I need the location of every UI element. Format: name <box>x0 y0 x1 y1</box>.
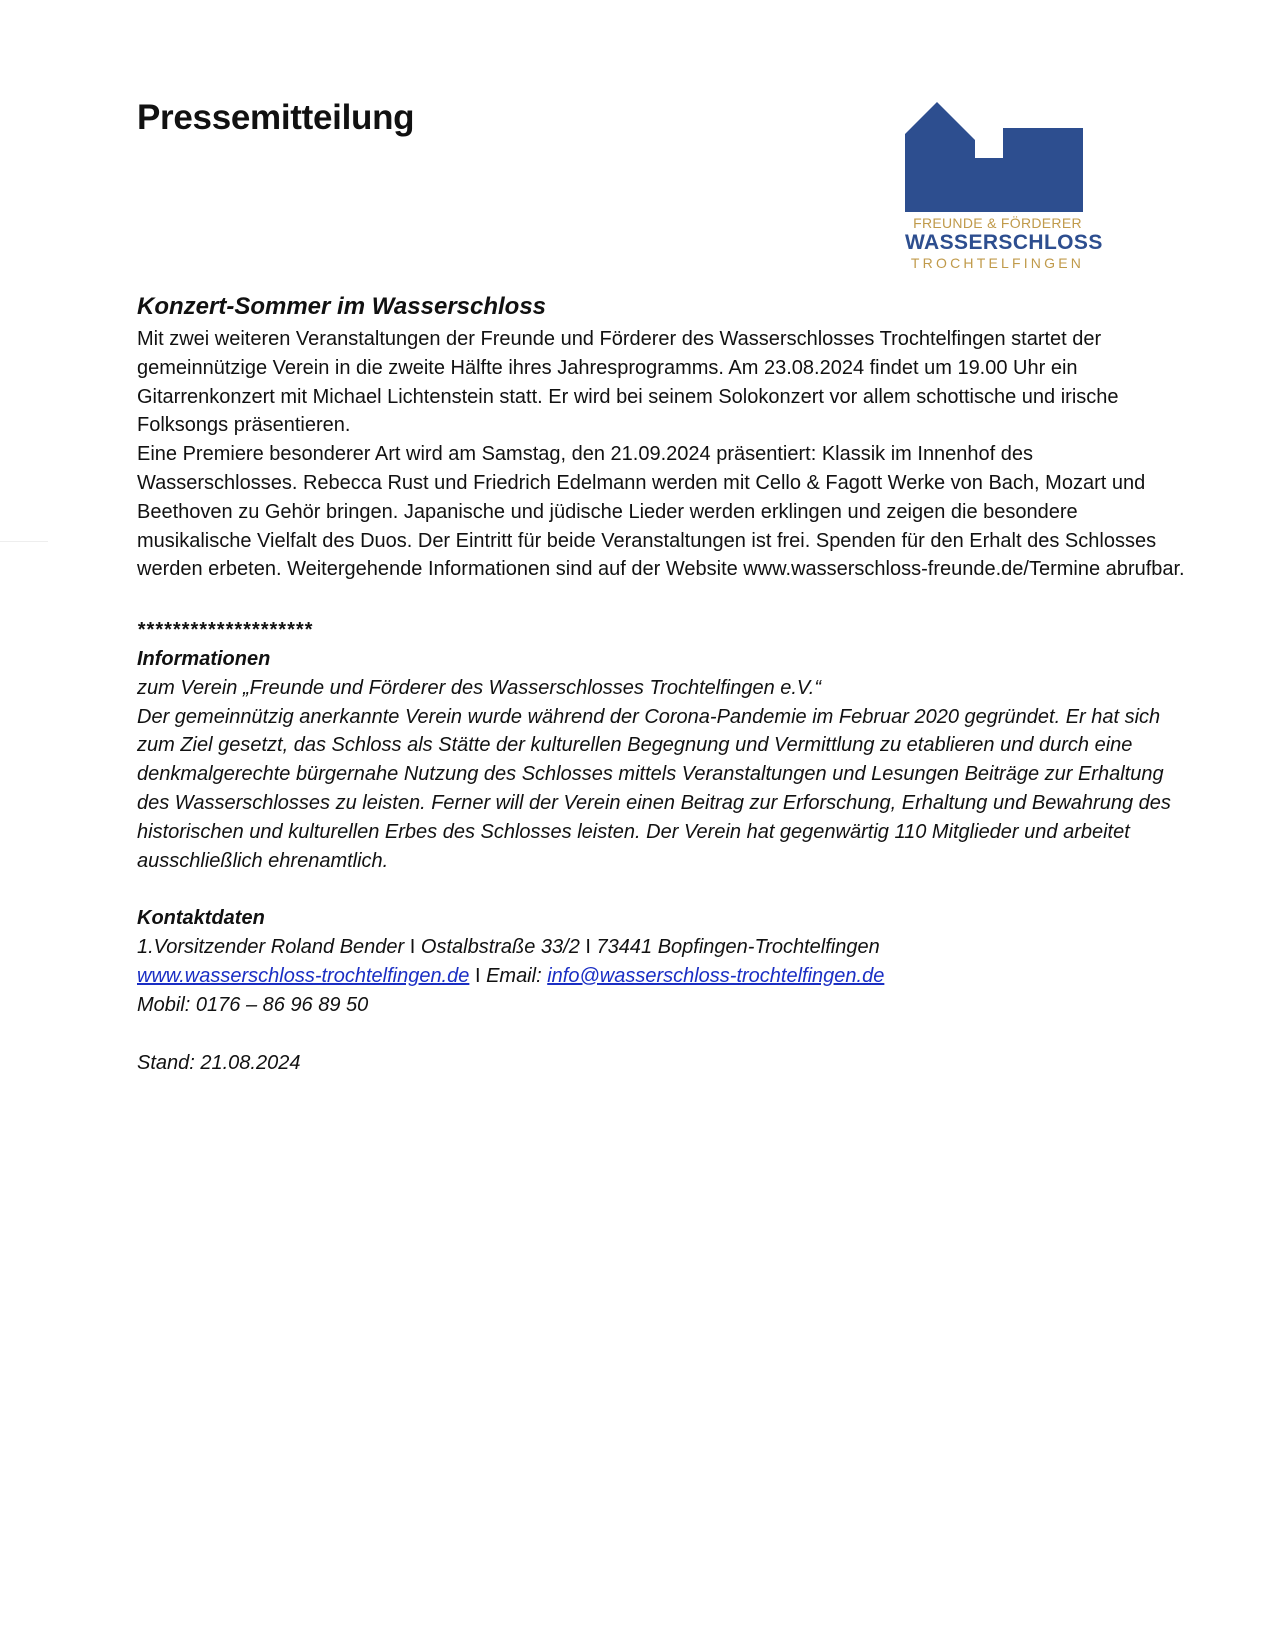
section-separator: ******************** <box>137 619 313 642</box>
info-body: Der gemeinnützig anerkannte Verein wurde während der Corona-Pandemie im Februar 2020 gegründet. Er hat sich zum Ziel gesetzt, das Schloss als Stätte der kulturellen Begegnung und Vermittlung zu etablieren und durch eine denkmalgerechte bürgernahe Nutzung des Schlosses mittels Veranstaltungen und Lesungen Beiträge zur Erhaltung des Wasserschlosses zu leisten. Ferner will der Verein einen Beitrag zur Erforschung, Erhaltung und Bewahrung des historischen und kulturellen Erbes des Schlosses leisten. Der Verein hat gegenwärtig 110 Mitglieder und arbeitet ausschließlich ehrenamtlich. <box>137 705 1171 872</box>
contact-heading: Kontaktdaten <box>137 907 265 930</box>
separator-bar: I <box>409 936 416 959</box>
info-section <box>137 645 1197 875</box>
page-title: Pressemitteilung <box>137 98 415 137</box>
info-subtitle: zum Verein „Freunde und Förderer des Wasserschlosses Trochtelfingen e.V.“ <box>137 676 822 699</box>
article-paragraph-2: Eine Premiere besonderer Art wird am Samstag, den 21.09.2024 präsentiert: Klassik im Innenhof des Wasserschlosses. Rebecca Rust und Friedrich Edelmann werden mit Cello & Fagott Werke von Bach, Mozart und Beethoven zu Gehör bringen. Japanische und jüdische Lieder werden erklingen und zeigen die besondere musikalische Vielfalt des Duos. Der Eintritt für beide Veranstaltungen ist frei. Spenden für den Erhalt des Schlosses werden erbeten. Weitergehende Informationen sind auf der Website www.wasserschloss-freunde.de/Termine abrufbar. <box>137 443 1185 581</box>
contact-mobile: Mobil: 0176 – 86 96 89 50 <box>137 993 369 1016</box>
scan-edge-mark <box>0 541 48 542</box>
logo-line-trochtelfingen: TROCHTELFINGEN <box>910 255 1085 271</box>
article-paragraph-1: Mit zwei weiteren Veranstaltungen der Freunde und Förderer des Wasserschlosses Trochtelfingen startet der gemeinnützige Verein in die zweite Hälfte ihres Jahresprogramms. Am 23.08.2024 findet um 19.00 Uhr ein Gitarrenkonzert mit Michael Lichtenstein statt. Er wird bei seinem Solokonzert vor allem schottische und irische Folksongs präsentieren. <box>137 328 1119 437</box>
contact-line-web <box>137 962 1197 991</box>
separator-bar: I <box>585 936 591 959</box>
email-label: Email: <box>486 964 542 987</box>
document-date: Stand: 21.08.2024 <box>137 1051 301 1074</box>
info-heading: Informationen <box>137 647 271 670</box>
association-logo <box>905 102 1103 272</box>
separator-bar: I <box>474 964 481 987</box>
castle-logo-icon <box>905 102 1090 212</box>
document-body <box>137 292 1197 1077</box>
contact-chair: 1.Vorsitzender Roland Bender <box>137 936 405 959</box>
website-link[interactable]: www.wasserschloss-trochtelfingen.de <box>137 964 470 987</box>
contact-city: 73441 Bopfingen-Trochtelfingen <box>596 936 880 959</box>
article-heading: Konzert-Sommer im Wasserschloss <box>137 293 547 320</box>
logo-line-friends: FREUNDE & FÖRDERER <box>913 215 1082 231</box>
contact-section <box>137 904 1197 1019</box>
email-link[interactable]: info@wasserschloss-trochtelfingen.de <box>547 964 885 987</box>
contact-street: Ostalbstraße 33/2 <box>420 936 580 959</box>
contact-line-address <box>137 933 1197 962</box>
logo-line-wasserschloss: WASSERSCHLOSS <box>905 231 1103 254</box>
